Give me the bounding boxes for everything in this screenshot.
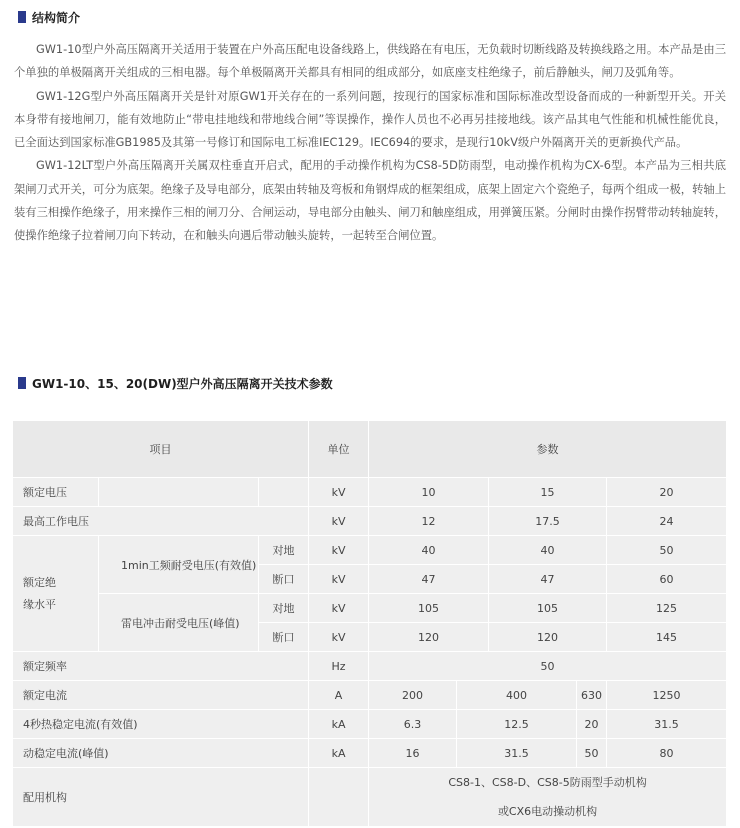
unit-cell: kV	[309, 565, 369, 594]
value-cell: 20	[577, 710, 607, 739]
value-cell: 60	[607, 565, 727, 594]
value-cell: 125	[607, 594, 727, 623]
section-title: GW1-10、15、20(DW)型户外高压隔离开关技术参数	[32, 376, 333, 391]
value-cell: 200	[369, 681, 457, 710]
table-row	[13, 681, 727, 710]
section-heading-structure	[18, 9, 80, 25]
paragraph: GW1-12LT型户外高压隔离开关属双柱垂直开启式，配用的手动操作机构为CS8-5D防雨型，电动操作机构为CX-6型。本产品为三相共底架闸刀式开关，可分为底架。绝缘子及导电部分，底架由转轴及弯板和角钢焊成的框架组成，底架上固定六个瓷绝子，每两个组成一极，转轴上装有三相操作绝缘子，用来操作三相的闸刀分、合闸运动，导电部分由触头、闸刀和触座组成，用弹簧压紧。分闸时由操作拐臂带动转轴旋转，使操作绝缘子拉着闸刀向下转动，在和触头向遇后带动触头旋转，一起转至合闸位置。	[14, 159, 726, 243]
row-label: 额定频率	[13, 652, 309, 681]
value-cell: 12	[369, 507, 489, 536]
section-title: 结构简介	[32, 10, 81, 25]
mechanism-line: 或CX6电动操动机构	[497, 805, 598, 818]
sub-label-break: 断口	[259, 623, 309, 652]
unit-cell: kV	[309, 536, 369, 565]
unit-cell: A	[309, 681, 369, 710]
unit-cell: kV	[309, 507, 369, 536]
header-item: 项目	[13, 421, 309, 478]
table-header-row	[13, 421, 727, 478]
row-label-insulation: 额定绝 缘水平	[13, 536, 99, 652]
value-cell: 15	[489, 478, 607, 507]
table-row	[13, 739, 727, 768]
value-cell: 50	[607, 536, 727, 565]
row-label: 额定电流	[13, 681, 309, 710]
table-row	[13, 507, 727, 536]
unit-cell: kV	[309, 594, 369, 623]
value-cell: 31.5	[607, 710, 727, 739]
mechanism-line: CS8-1、CS8-D、CS8-5防雨型手动机构	[448, 776, 647, 789]
value-cell: 10	[369, 478, 489, 507]
value-cell: 6.3	[369, 710, 457, 739]
value-cell: 47	[369, 565, 489, 594]
value-cell: 120	[489, 623, 607, 652]
row-label: 4秒热稳定电流(有效值)	[13, 710, 309, 739]
paragraph: GW1-10型户外高压隔离开关适用于装置在户外高压配电设备线路上，供线路在有电压，无负载时切断线路及转换线路之用。本产品是由三个单独的单极隔离开关组成的三相电器。每个单极隔离开关都具有相同的组成部分，如底座支柱绝缘子，前后静触头，闸刀及弧角等。	[14, 43, 726, 80]
table-row	[13, 652, 727, 681]
value-cell: 630	[577, 681, 607, 710]
header-unit: 单位	[309, 421, 369, 478]
value-cell: 105	[489, 594, 607, 623]
table-row	[13, 594, 727, 623]
row-label: 最高工作电压	[13, 507, 309, 536]
sub-label-break: 断口	[259, 565, 309, 594]
value-cell: 16	[369, 739, 457, 768]
intro-text	[14, 38, 726, 248]
sub-label-power-freq: 1min工频耐受电压(有效值)	[99, 536, 259, 594]
sub-label-ground: 对地	[259, 594, 309, 623]
value-cell: 50	[577, 739, 607, 768]
unit-cell: kV	[309, 623, 369, 652]
value-cell: 80	[607, 739, 727, 768]
unit-cell: kV	[309, 478, 369, 507]
heading-square-icon	[18, 377, 26, 389]
heading-square-icon	[18, 11, 26, 23]
value-cell: 40	[369, 536, 489, 565]
row-label: 额定电压	[13, 478, 99, 507]
row-label: 配用机构	[13, 768, 309, 827]
sub-label-lightning: 雷电冲击耐受电压(峰值)	[99, 594, 259, 652]
value-cell: 50	[369, 652, 727, 681]
value-cell: 40	[489, 536, 607, 565]
value-cell: 12.5	[457, 710, 577, 739]
sub-label-ground: 对地	[259, 536, 309, 565]
paragraph: GW1-12G型户外高压隔离开关是针对原GW1开关存在的一系列问题，按现行的国家标准和国际标准改型设备而成的一种新型开关。开关本身带有接地闸刀，能有效地防止“带电挂地线和带地线合闸”等误操作，操作人员也不必再另挂接地线。该产品其电气性能和机械性能优良，已全面达到国家标准GB1985及其第一号修订和国际电工标准IEC129。IEC694的要求，是现行10kV级户外隔离开关的更新换代产品。	[14, 89, 726, 150]
mechanism-cell	[369, 768, 727, 827]
table-row	[13, 768, 727, 827]
value-cell: 20	[607, 478, 727, 507]
value-cell: 120	[369, 623, 489, 652]
value-cell: 24	[607, 507, 727, 536]
table-row	[13, 536, 727, 565]
table-row	[13, 710, 727, 739]
section-heading-specs	[18, 375, 333, 391]
value-cell: 1250	[607, 681, 727, 710]
spec-table	[12, 420, 727, 827]
unit-cell: kA	[309, 710, 369, 739]
row-label: 动稳定电流(峰值)	[13, 739, 309, 768]
value-cell: 31.5	[457, 739, 577, 768]
table-row	[13, 478, 727, 507]
unit-cell: kA	[309, 739, 369, 768]
value-cell: 47	[489, 565, 607, 594]
value-cell: 400	[457, 681, 577, 710]
unit-cell: Hz	[309, 652, 369, 681]
header-param: 参数	[369, 421, 727, 478]
value-cell: 105	[369, 594, 489, 623]
value-cell: 17.5	[489, 507, 607, 536]
value-cell: 145	[607, 623, 727, 652]
